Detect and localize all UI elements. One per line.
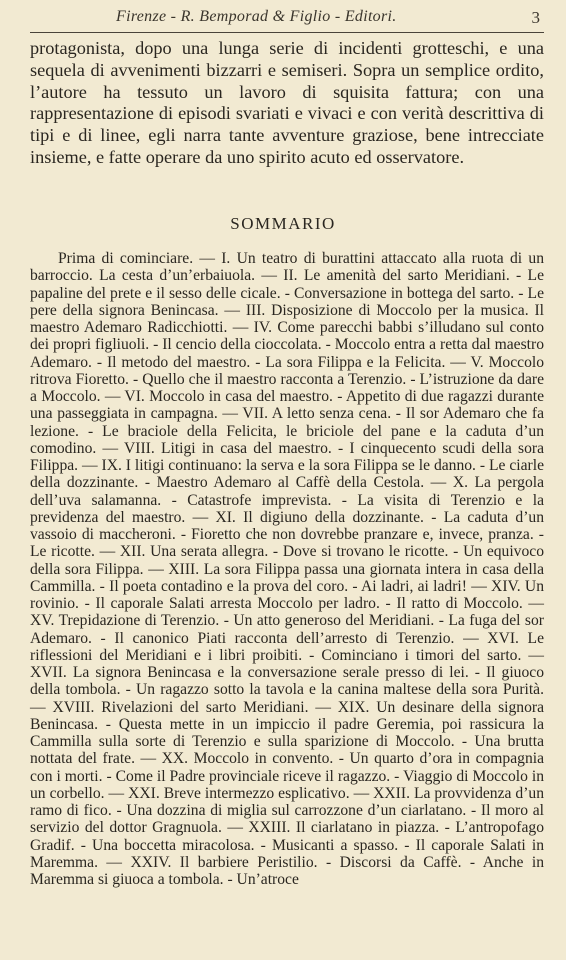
page-number: 3 bbox=[531, 8, 540, 27]
header-rule bbox=[30, 32, 544, 33]
publisher-line: Firenze - R. Bemporad & Figlio - Editori. bbox=[116, 8, 397, 25]
running-head bbox=[30, 8, 544, 30]
section-heading: SOMMARIO bbox=[230, 214, 336, 233]
intro-paragraph: protagonista, dopo una lunga serie di incidenti grotteschi, e una sequela di avvenimenti bizzarri e semiseri. Sopra un semplice ordito, l’autore ha tessuto un lavoro di squisita fattura; con una rappresentazione di episodi svariati e vivaci e con verità descrittiva di tipi e di linee, egli narra tante avventure graziose, bene intrecciate insieme, e fatte operare da uno spirito acuto ed osservatore. bbox=[30, 38, 544, 167]
summary-paragraph: Prima di cominciare. — I. Un teatro di burattini attaccato alla ruota di un barroccio. La cesta d’un’erbaiuola. — II. Le amenità del sarto Meridiani. - Le papaline del prete e il sesso delle cicale. - Conversazione in bottega del sarto. - Le pere della signora Benincasa. — III. Disposizione di Moccolo per la musica. Il maestro Ademaro Radicchiotti. — IV. Come parecchi babbi s’illudano sul conto dei propri figliuoli. - Il cencio della cioccolata. - Moccolo entra a retta dal maestro Ademaro. - Il metodo del maestro. - La sora Filippa e la Felicita. — V. Moccolo ritrova Fioretto. - Quello che il maestro racconta a Terenzio. - L’istruzione da dare a Moccolo. — VI. Moccolo in casa del maestro. - Appetito di due ragazzi durante una passeggiata in campagna. — VII. A letto senza cena. - Il sor Ademaro che fa lezione. - Le braciole della Felicita, le briciole del pane e la caduta d’un comodino. — VIII. Litigi in casa del maestro. - I cinquecento scudi della sora Filippa. — IX. I litigi continuano: la serva e la sora Filippa se le danno. - Le ciarle della dozzinante. - Maestro Ademaro al Caffè della Cestola. — X. La pergola dell’uva salamanna. - Catastrofe imprevista. - La visita di Terenzio e la previdenza del maestro. — XI. Il digiuno della dozzinante. - La caduta d’un vassoio di maccheroni. - Fioretto che non dovrebbe pranzare e, invece, pranza. - Le ricotte. — XII. Una serata allegra. - Dove si trovano le ricotte. - Un equivoco della sora Filippa. — XIII. La sora Filippa passa una giornata intera in casa della Cammilla. - Il poeta contadino e la prova del coro. - Ai ladri, ai ladri! — XIV. Un rovinio. - Il caporale Salati arresta Moccolo per ladro. - Il ratto di Moccolo. — XV. Trepidazione di Terenzio. - Un atto generoso del Meridiani. - La fuga del sor Ademaro. - Il canonico Piati racconta dell’arresto di Terenzio. — XVI. Le riflessioni del Meridiani e i libri proibiti. - Cominciano i timori del sarto. — XVII. La signora Benincasa e la conversazione serale presso di lei. - Il giuoco della tombola. - Un ragazzo sotto la tavola e la canina maltese della sora Purità. — XVIII. Rivelazioni del sarto Meridiani. — XIX. Un desinare della signora Benincasa. - Questa mette in un impiccio il padre Geremia, poi rassicura la Cammilla sulla sorte di Terenzio e sulla sparizione di Moccolo. - Una brutta nottata del frate. — XX. Moccolo in convento. - Un quarto d’ora in compagnia con i morti. - Come il Padre provinciale riceve il ragazzo. - Viaggio di Moccolo in un corbello. — XXI. Breve intermezzo esplicativo. — XXII. La provvidenza d’un ramo di fico. - Una dozzina di miglia sul carrozzone d’un ciarlatano. - Il moro al servizio del dottor Gragnuola. — XXIII. Il ciarlatano in piazza. - L’antropofago Gradif. - Una boccetta miracolosa. - Musicanti a spasso. - Il caporale Salati in Maremma. — XXIV. Il barbiere Peristilio. - Discorsi da Caffè. - Anche in Maremma si giuoca a tombola. - Un’atroce bbox=[30, 250, 544, 888]
